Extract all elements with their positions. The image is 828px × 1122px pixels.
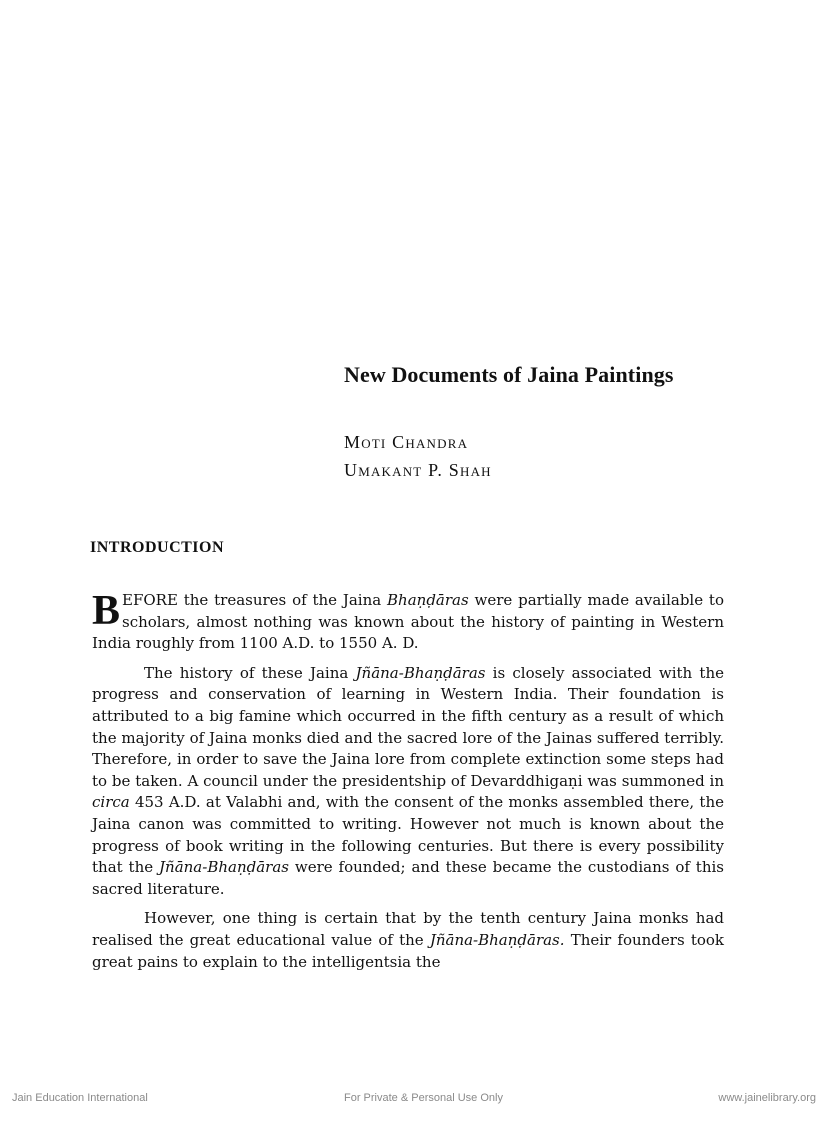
footer-right: www.jainelibrary.org (718, 1092, 816, 1104)
text-run: However, one thing is certain that by the tenth century Jaina monks had realised the great educational value of the (92, 909, 724, 949)
italic-term: Jñāna-Bhaṇḍāras. (429, 930, 565, 949)
text-run: is closely associated with the progress and conservation of learning in Western India. Their foundation is attributed to a big famine which occurred in the fifth century as a result of which the majority of Jaina monks died and the sacred lore of the Jainas suffered terribly. Therefore, in order to save the Jaina lore from complete extinction some steps had to be taken. A council under the presidentship of Devarddhigaṇi was summoned in (92, 663, 724, 790)
section-heading: INTRODUCTION (90, 539, 225, 556)
author-name: Umakant P. Shah (344, 460, 492, 480)
paragraph-1 (92, 590, 724, 655)
drop-cap: B (92, 588, 121, 634)
text-run: 453 A.D. at Valabhi and, with the consent of the monks assembled there, the Jaina canon was committed to writing. However not much is known about the progress of book writing in the following centuries. But there is every possibility that the (92, 793, 724, 877)
italic-term: circa (92, 793, 130, 812)
text-run: the treasures of the Jaina (177, 591, 388, 609)
paragraph-3 (92, 908, 724, 973)
article-body (92, 590, 724, 981)
article-title: New Documents of Jaina Paintings (344, 362, 674, 387)
author-list (344, 428, 492, 484)
italic-term: Bhaṇḍāras (387, 591, 469, 609)
footer-center: For Private & Personal Use Only (344, 1092, 503, 1104)
page-footer (0, 1092, 828, 1108)
author-name: Moti Chandra (344, 432, 469, 452)
small-caps-text: EFORE (122, 591, 178, 609)
text-run: The history of these Jaina (144, 663, 356, 682)
paragraph-2 (92, 663, 724, 901)
italic-term: Jñāna-Bhaṇḍāras (159, 858, 289, 877)
footer-left: Jain Education International (12, 1092, 148, 1104)
text-run: were founded; and these became the custodians of this sacred literature. (92, 858, 724, 898)
text-run: were partially made available to scholars, almost nothing was known about the history of painting in Western India roughly from 1100 A.D. to 1550 A. D. (92, 591, 724, 653)
italic-term: Jñāna-Bhaṇḍāras (355, 663, 486, 682)
text-run: Their founders took great pains to explain to the intelligentsia the (92, 930, 724, 971)
